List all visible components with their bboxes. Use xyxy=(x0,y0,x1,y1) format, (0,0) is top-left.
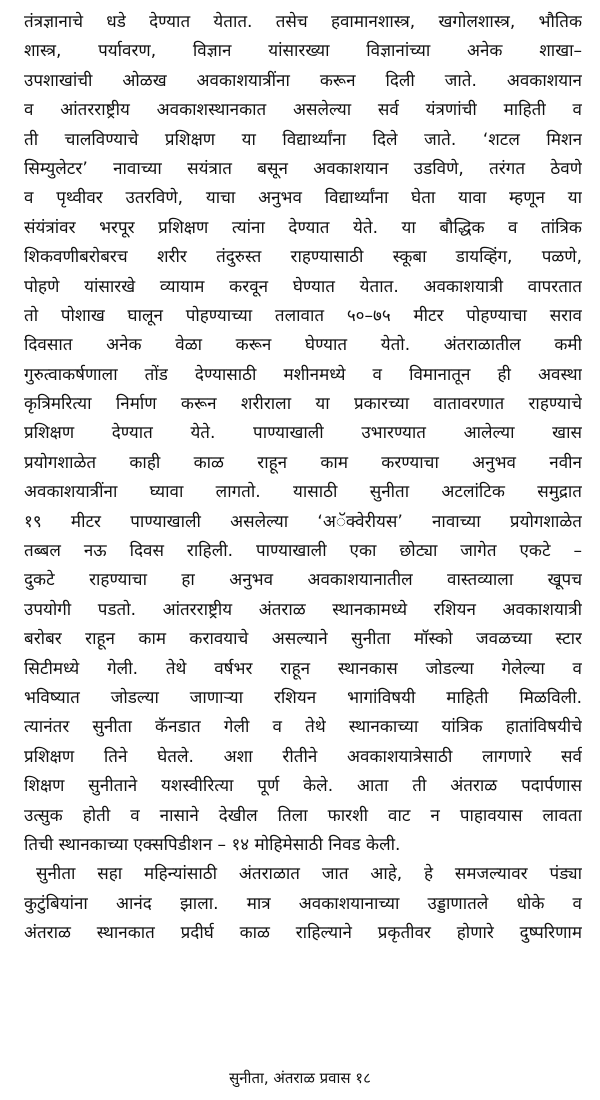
text-line: प्रशिक्षण तिने घेतले. अशा रीतीने अवकाशयात्रेसाठी लागणारे सर्व xyxy=(24,746,582,767)
text-line: अंतराळ स्थानकात प्रदीर्घ काळ राहिल्याने प्रकृतीवर होणारे दुष्परिणाम xyxy=(24,923,582,944)
text-line: गुरुत्वाकर्षणाला तोंड देण्यासाठी मशीनमध्ये व विमानातून ही अवस्था xyxy=(24,364,582,385)
text-line: भविष्यात जोडल्या जाणाऱ्या रशियन भागांविषयी माहिती मिळविली. xyxy=(24,687,582,708)
paragraph-start-line: सुनीता सहा महिन्यांसाठी अंतराळात जात आहे, हे समजल्यावर पंड्या xyxy=(36,864,582,885)
text-line: कृत्रिमरित्या निर्माण करून शरीराला या प्रकारच्या वातावरणात राहण्याचे xyxy=(24,394,582,415)
page-footer: सुनीता, अंतराळ प्रवास १८ xyxy=(229,1069,371,1087)
text-line: तो पोशाख घालून पोहण्याच्या तलावात ५०–७५ मीटर पोहण्याचा सराव xyxy=(24,305,582,326)
text-line: बरोबर राहून काम करावयाचे असल्याने सुनीता मॉस्को जवळच्या स्टार xyxy=(24,629,582,650)
text-line: पोहणे यांसारखे व्यायाम करवून घेण्यात येतात. अवकाशयात्री वापरतात xyxy=(24,276,582,297)
text-line: तब्बल नऊ दिवस राहिली. पाण्याखाली एका छोट्या जागेत एकटे – xyxy=(24,541,582,562)
body-text xyxy=(24,8,582,949)
text-line: दिवसात अनेक वेळा करून घेण्यात येतो. अंतराळातील कमी xyxy=(24,335,582,356)
text-line: उपयोगी पडतो. आंतरराष्ट्रीय अंतराळ स्थानकामध्ये रशियन अवकाशयात्री xyxy=(24,599,582,620)
text-line: ती चालविण्याचे प्रशिक्षण या विद्यार्थ्यांना दिले जाते. ‘शटल मिशन xyxy=(24,129,582,150)
text-line: कुटुंबियांना आनंद झाला. मात्र अवकाशयानाच्या उड्डाणातले धोके व xyxy=(24,893,582,914)
text-line: सिम्युलेटर’ नावाच्या सयंत्रात बसून अवकाशयान उडविणे, तरंगत ठेवणे xyxy=(24,158,582,179)
text-line: तंत्रज्ञानाचे धडे देण्यात येतात. तसेच हवामानशास्त्र, खगोलशास्त्र, भौतिक xyxy=(24,12,582,32)
text-line: १९ मीटर पाण्याखाली असलेल्या ‘अॅक्वेरीयस’ नावाच्या प्रयोगशाळेत xyxy=(24,511,582,532)
text-line: तिची स्थानकाच्या एक्सपिडीशन – १४ मोहिमेसाठी निवड केली. xyxy=(24,834,401,855)
text-line: व पृथ्वीवर उतरविणे, याचा अनुभव विद्यार्थ्यांना घेता यावा म्हणून या xyxy=(24,188,582,209)
text-line: सिटीमध्ये गेली. तेथे वर्षभर राहून स्थानकास जोडल्या गेलेल्या व xyxy=(24,658,582,679)
text-line: प्रशिक्षण देण्यात येते. पाण्याखाली उभारण्यात आलेल्या खास xyxy=(24,423,582,444)
text-line: त्यानंतर सुनीता कॅनडात गेली व तेथे स्थानकाच्या यांत्रिक हातांविषयीचे xyxy=(24,717,582,738)
text-line: संयंत्रांवर भरपूर प्रशिक्षण त्यांना देण्यात येते. या बौद्धिक व तांत्रिक xyxy=(24,217,582,238)
text-line: शिकवणीबरोबरच शरीर तंदुरुस्त राहण्यासाठी स्कूबा डायव्हिंग, पळणे, xyxy=(24,247,582,268)
text-line: शास्त्र, पर्यावरण, विज्ञान यांसारख्या विज्ञानांच्या अनेक शाखा– xyxy=(24,41,582,62)
text-line: व आंतरराष्ट्रीय अवकाशस्थानकात असलेल्या सर्व यंत्रणांची माहिती व xyxy=(24,100,582,121)
text-line: प्रयोगशाळेत काही काळ राहून काम करण्याचा अनुभव नवीन xyxy=(24,452,582,473)
text-line: उपशाखांची ओळख अवकाशयात्रींना करून दिली जाते. अवकाशयान xyxy=(24,70,582,91)
text-line: शिक्षण सुनीताने यशस्वीरित्या पूर्ण केले. आता ती अंतराळ पदार्पणास xyxy=(24,776,582,797)
text-line: अवकाशयात्रींना घ्यावा लागतो. यासाठी सुनीता अटलांटिक समुद्रात xyxy=(24,482,582,503)
text-line: दुकटे राहण्याचा हा अनुभव अवकाशयानातील वास्तव्याला खूपच xyxy=(24,570,582,591)
text-line: उत्सुक होती व नासाने देखील तिला फारशी वाट न पाहावयास लावता xyxy=(24,805,582,826)
